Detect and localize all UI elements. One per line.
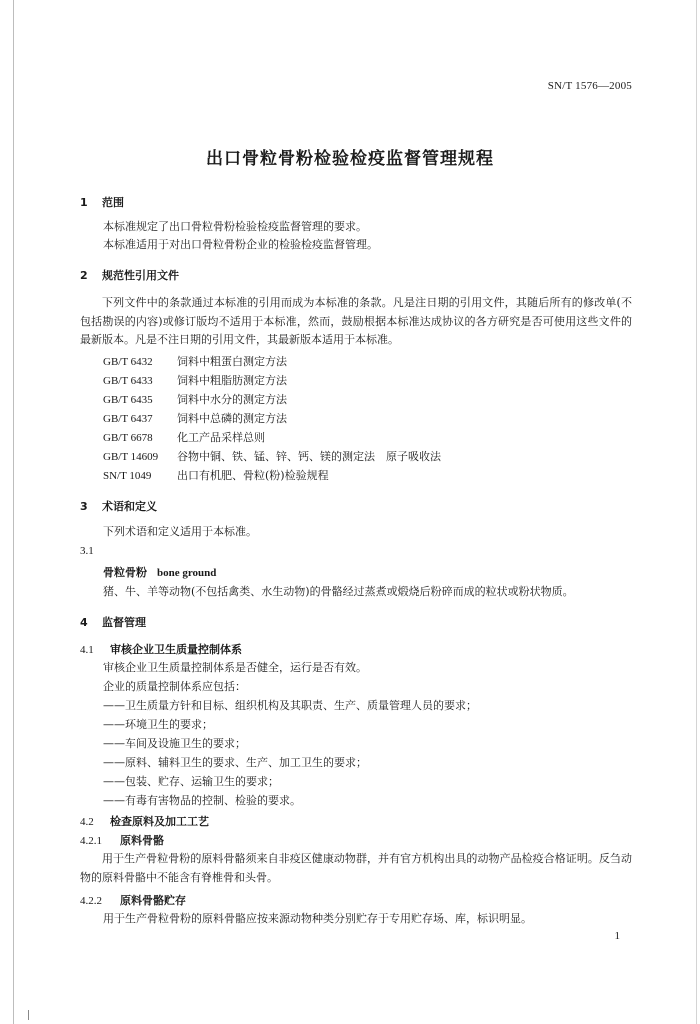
reference-item	[103, 467, 329, 483]
term-chinese: 骨粒骨粉	[103, 566, 147, 579]
paragraph: 用于生产骨粒骨粉的原料骨骼须来自非疫区健康动物群，并有官方机构出具的动物产品检疫合格证明。反刍动物的原料骨骼中不能含有脊椎骨和头骨。	[80, 852, 632, 884]
reference-name: 化工产品采样总则	[177, 431, 265, 444]
reference-name: 谷物中铜、铁、锰、锌、钙、镁的测定法 原子吸收法	[177, 450, 441, 463]
subsection-4-2-1-heading	[80, 832, 164, 848]
list-item: ——环境卫生的要求；	[103, 718, 213, 731]
reference-name: 饲料中粗脂肪测定方法	[177, 374, 287, 387]
reference-item	[103, 391, 287, 407]
subsection-number: 4.2	[80, 816, 94, 828]
subsection-4-2-heading	[80, 813, 209, 829]
reference-item	[103, 372, 287, 388]
standard-code: SN/T 1576—2005	[547, 80, 632, 92]
scan-mark	[28, 1010, 29, 1020]
reference-name: 饲料中粗蛋白测定方法	[177, 355, 287, 368]
section-2-heading	[80, 267, 179, 283]
subsection-number: 4.2.2	[80, 895, 102, 907]
term-definition: 猪、牛、羊等动物(不包括禽类、水生动物)的骨骼经过蒸煮或煅烧后粉碎而成的粒状或粉状物质。	[103, 585, 574, 598]
section-title: 规范性引用文件	[102, 269, 179, 282]
subsection-title: 原料骨骼贮存	[120, 894, 186, 907]
section-number: 2	[80, 269, 88, 282]
reference-name: 饲料中水分的测定方法	[177, 393, 287, 406]
reference-code: GB/T 6435	[103, 394, 153, 406]
paragraph: 企业的质量控制体系应包括：	[103, 680, 246, 693]
paragraph: 审核企业卫生质量控制体系是否健全，运行是否有效。	[103, 661, 367, 674]
list-item: ——卫生质量方针和目标、组织机构及其职责、生产、质量管理人员的要求；	[103, 699, 477, 712]
section-number: 4	[80, 616, 88, 629]
section-1-heading	[80, 194, 124, 210]
list-item: ——包装、贮存、运输卫生的要求；	[103, 775, 279, 788]
reference-code: GB/T 6432	[103, 356, 153, 368]
reference-code: GB/T 6678	[103, 432, 153, 444]
term-entry	[103, 564, 216, 580]
section-3-heading	[80, 498, 157, 514]
page-number: 1	[614, 930, 620, 942]
reference-code: GB/T 14609	[103, 451, 159, 463]
page-title: 出口骨粒骨粉检验检疫监督管理规程	[206, 149, 494, 169]
section-4-heading	[80, 614, 146, 630]
reference-code: GB/T 6433	[103, 375, 153, 387]
subsection-4-1-heading	[80, 641, 242, 657]
section-title: 监督管理	[102, 616, 146, 629]
subsection-title: 原料骨骼	[120, 834, 164, 847]
section-number: 1	[80, 196, 88, 209]
reference-name: 饲料中总磷的测定方法	[177, 412, 287, 425]
section-title: 范围	[102, 196, 124, 209]
subsection-title: 审核企业卫生质量控制体系	[110, 643, 242, 656]
subsection-number: 4.2.1	[80, 835, 102, 847]
paragraph-intro: 下列文件中的条款通过本标准的引用而成为本标准的条款。凡是注日期的引用文件，其随后所有的修改单(不包括勘误的内容)或修订版均不适用于本标准，然而，鼓励根据本标准达成协议的各方研究是否可使用这些文件的最新版本。凡是不注日期的引用文件，其最新版本适用于本标准。	[80, 296, 632, 346]
reference-item	[103, 429, 265, 445]
list-item: ——原料、辅料卫生的要求、生产、加工卫生的要求；	[103, 756, 367, 769]
section-number: 3	[80, 500, 88, 513]
reference-code: GB/T 6437	[103, 413, 153, 425]
paragraph: 本标准适用于对出口骨粒骨粉企业的检验检疫监督管理。	[103, 238, 378, 251]
section-title: 术语和定义	[102, 500, 157, 513]
paragraph: 用于生产骨粒骨粉的原料骨骼应按来源动物种类分别贮存于专用贮存场、库，标识明显。	[103, 912, 532, 925]
reference-item	[103, 410, 287, 426]
reference-name: 出口有机肥、骨粒(粉)检验规程	[177, 469, 329, 482]
reference-item	[103, 448, 441, 464]
reference-code: SN/T 1049	[103, 470, 152, 482]
subsection-4-2-2-heading	[80, 892, 186, 908]
list-item: ——车间及设施卫生的要求；	[103, 737, 246, 750]
term-english: bone ground	[157, 567, 217, 579]
paragraph: 本标准规定了出口骨粒骨粉检验检疫监督管理的要求。	[103, 220, 367, 233]
subsection-number: 4.1	[80, 644, 94, 656]
subsection-title: 检查原料及加工工艺	[110, 815, 209, 828]
paragraph: 下列术语和定义适用于本标准。	[103, 525, 257, 538]
reference-item	[103, 353, 287, 369]
list-item: ——有毒有害物品的控制、检验的要求。	[103, 794, 301, 807]
term-number: 3.1	[80, 545, 94, 557]
